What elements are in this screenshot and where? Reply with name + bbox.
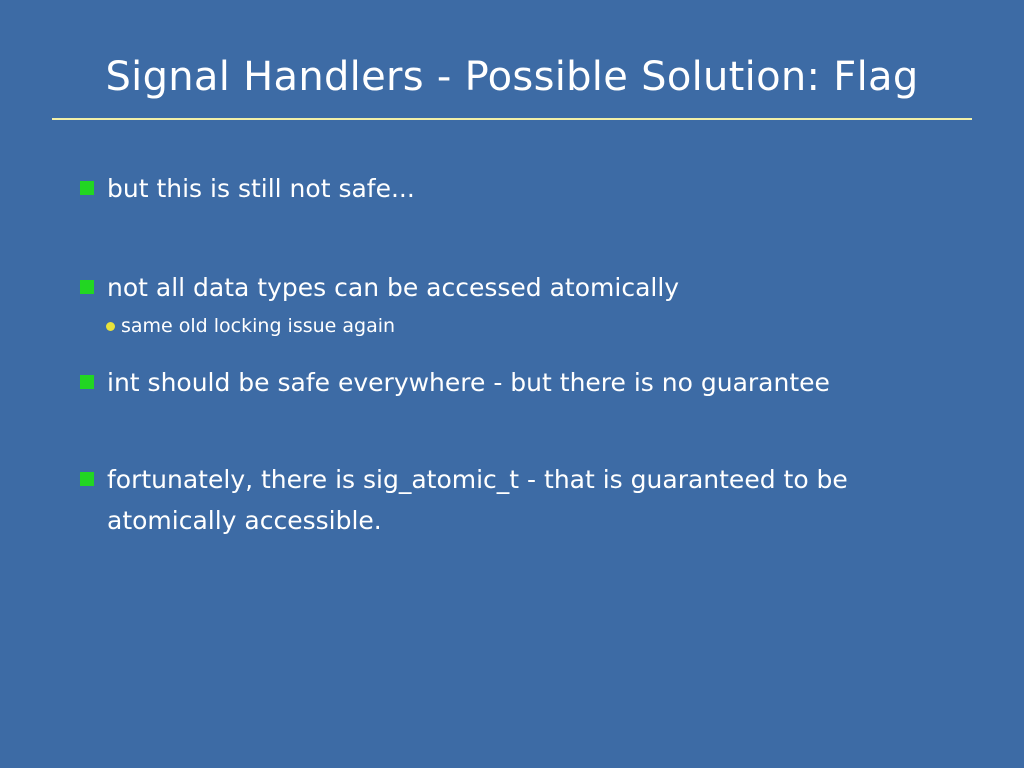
bullet-item [76,362,956,403]
spacer [76,437,956,459]
bullet-item [76,267,956,308]
bullet-text: fortunately, there is sig_atomic_t - that is guaranteed to be atomically accessible. [107,465,848,535]
square-bullet-icon [80,280,94,294]
sub-bullet-text: same old locking issue again [121,315,396,337]
bullet-text: not all data types can be accessed atomically [107,273,680,302]
slide-title: Signal Handlers - Possible Solution: Flag [105,54,919,100]
sub-bullet-item [76,312,956,340]
title-underline-rule [52,118,972,120]
slide-body [76,168,956,575]
square-bullet-icon [80,181,94,195]
spacer [76,243,956,267]
bullet-item [76,168,956,209]
bullet-item [76,459,956,541]
square-bullet-icon [80,472,94,486]
bullet-text: but this is still not safe... [107,174,415,203]
spacer [76,340,956,362]
square-bullet-icon [80,375,94,389]
bullet-text: int should be safe everywhere - but there is no guarantee [107,368,830,397]
dot-bullet-icon [106,322,115,331]
